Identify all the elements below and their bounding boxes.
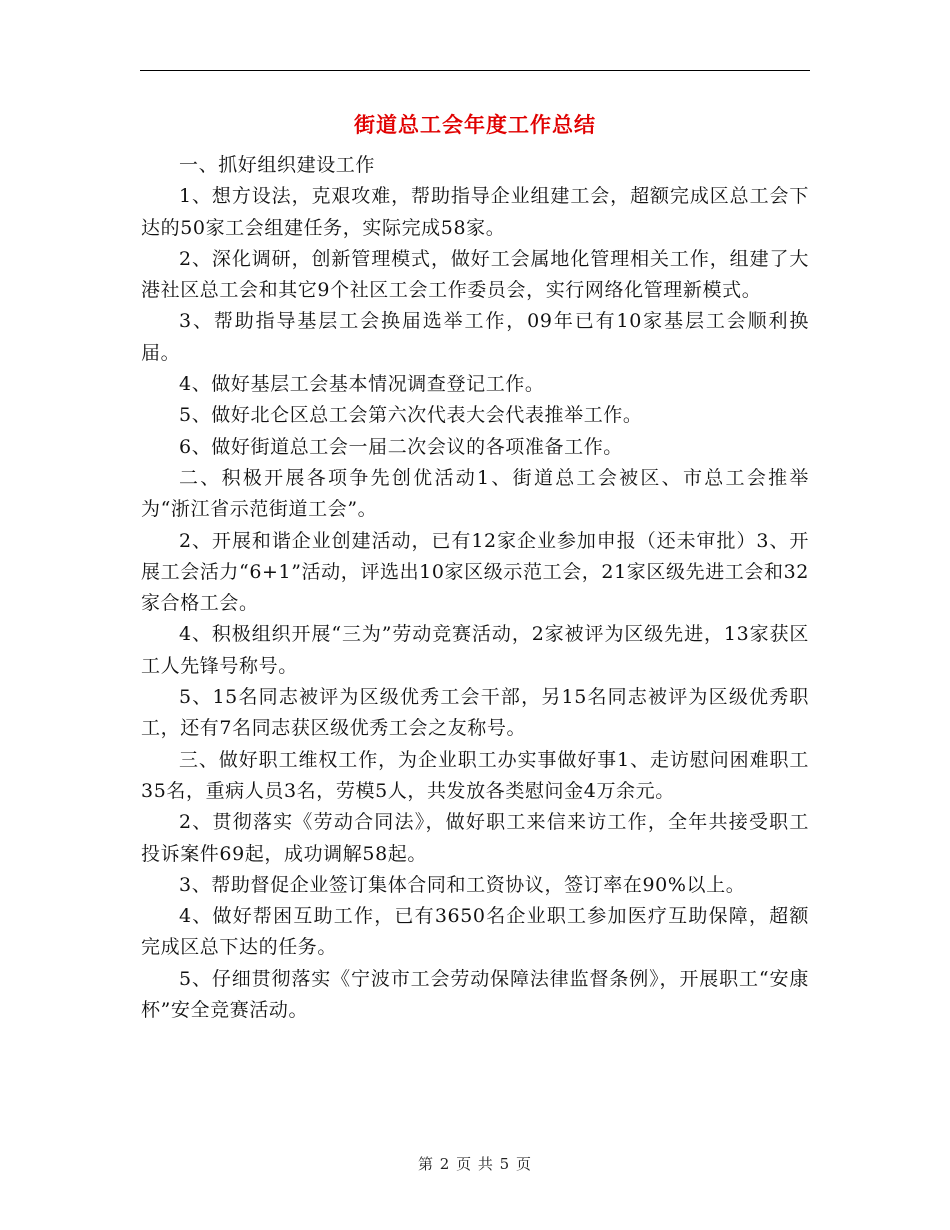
paragraph: 3、帮助指导基层工会换届选举工作，09年已有10家基层工会顺利换届。 [141, 310, 809, 364]
paragraph: 4、做好帮困互助工作，已有3650名企业职工参加医疗互助保障，超额完成区总下达的任务。 [141, 905, 809, 959]
paragraph: 3、帮助督促企业签订集体合同和工资协议，签订率在90%以上。 [179, 873, 746, 896]
paragraph: 二、积极开展各项争先创优活动1、街道总工会被区、市总工会推举为“浙江省示范街道工会”。 [141, 466, 809, 521]
paragraph: 5、15名同志被评为区级优秀工会干部，另15名同志被评为区级优秀职工，还有7名同志获区级优秀工会之友称号。 [141, 686, 809, 740]
document-body [141, 150, 809, 1026]
paragraph: 4、积极组织开展“三为”劳动竞赛活动，2家被评为区级先进，13家获区工人先锋号称号。 [141, 623, 809, 677]
header-rule [140, 70, 810, 71]
paragraph: 2、贯彻落实《劳动合同法》，做好职工来信来访工作，全年共接受职工投诉案件69起，成功调解58起。 [141, 811, 809, 865]
paragraph: 6、做好街道总工会一届二次会议的各项准备工作。 [179, 435, 623, 458]
paragraph: 4、做好基层工会基本情况调查登记工作。 [179, 373, 545, 396]
paragraph: 2、开展和谐企业创建活动，已有12家企业参加申报（还未审批）3、开展工会活力“6+1”活动，评选出10家区级示范工会，21家区级先进工会和32家合格工会。 [141, 529, 809, 615]
paragraph: 一、抓好组织建设工作 [179, 154, 376, 176]
paragraph: 5、做好北仑区总工会第六次代表大会代表推举工作。 [179, 404, 643, 427]
paragraph: 5、仔细贯彻落实《宁波市工会劳动保障法律监督条例》，开展职工“安康杯”安全竞赛活动。 [141, 967, 809, 1022]
page-number-footer: 第 2 页 共 5 页 [418, 1155, 532, 1173]
paragraph: 2、深化调研，创新管理模式，做好工会属地化管理相关工作，组建了大港社区总工会和其它9个社区工会工作委员会，实行网络化管理新模式。 [141, 247, 809, 302]
document-title: 街道总工会年度工作总结 [354, 112, 596, 137]
paragraph: 三、做好职工维权工作，为企业职工办实事做好事1、走访慰问困难职工35名，重病人员3名，劳模5人，共发放各类慰问金4万余元。 [141, 748, 809, 802]
paragraph: 1、想方设法，克艰攻难，帮助指导企业组建工会，超额完成区总工会下达的50家工会组建任务，实际完成58家。 [141, 185, 809, 239]
